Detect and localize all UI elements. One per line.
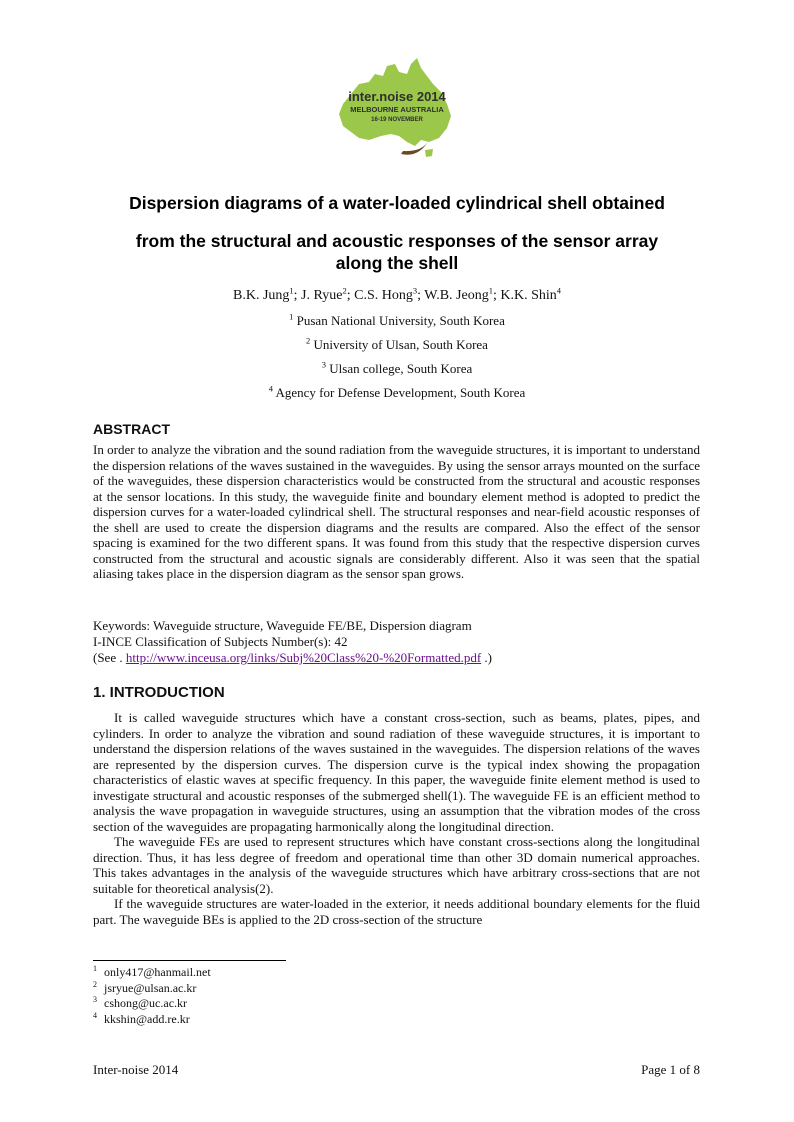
footnote-divider [93,960,286,961]
keywords-line: Keywords: Waveguide structure, Waveguide FE/BE, Dispersion diagram [93,618,472,633]
author-name: ; W.B. Jeong [417,288,489,303]
paper-title-line-2: from the structural and acoustic responses of the sensor array [135,231,659,251]
affiliation-text: Pusan National University, South Korea [296,313,505,328]
classification-link-line [93,650,492,666]
affiliation-num: 4 [268,383,273,394]
see-suffix: .) [481,650,493,665]
affiliation-4 [90,385,704,401]
footer-page-number: Page 1 of 8 [641,1062,700,1077]
footnotes [93,965,211,1027]
introduction-heading: 1. INTRODUCTION [93,684,225,701]
author-list [90,285,704,304]
classification-line: I-INCE Classification of Subjects Number(s): 42 [93,634,348,649]
author-affil-sup: 4 [556,285,561,296]
intro-paragraph-1: It is called waveguide structures which have a constant cross-section, such as beams, plates, pipes, and cylinders. In order to analyze the vibration and sound radiation of these waveguide structures, it is important to understand the dispersion relations of the waves sustained in the waveguides. The dispersion relations of the waves are represented by the dispersion curves. The dispersion curve is the typical index showing the propagation characteristics of elastic waves at specific frequency. In this paper, the waveguide finite element method is used to investigate structural and acoustic responses of the submerged shell(1). The waveguide FE is an efficient method to analysis the wave propagation in waveguide structures, using an assumption that the vibration modes of the cross section of the waveguides are propagating harmonically along the longitudinal direction. [93,710,700,834]
author-affil-sup: 1 [488,285,493,296]
classification-link[interactable]: http://www.inceusa.org/links/Subj%20Class%20-%20Formatted.pdf [125,650,482,665]
author-affil-sup: 2 [342,285,347,296]
footnote-num: 4 [93,1010,97,1020]
logo-line-2: MELBOURNE AUSTRALIA [350,105,444,114]
affiliation-text: Ulsan college, South Korea [329,361,473,376]
paper-title-line-1: Dispersion diagrams of a water-loaded cylindrical shell obtained [129,193,665,213]
author-name: ; J. Ryue [293,288,343,303]
paper-title-lines-2-3 [90,230,704,274]
footnote-email: jsryue@ulsan.ac.kr [104,980,197,995]
intro-paragraph-3: If the waveguide structures are water-loaded in the exterior, it needs additional boundary elements for the fluid part. The waveguide BEs is applied to the 2D cross-section of the structure [93,896,700,927]
affiliation-text: University of Ulsan, South Korea [313,337,488,352]
author-affil-sup: 3 [412,285,418,296]
footnote-num: 1 [93,964,97,973]
footnote-email: kkshin@add.re.kr [104,1011,190,1026]
footnote-email: only417@hanmail.net [104,965,211,979]
affiliation-3 [90,361,704,377]
footnote-2 [93,981,211,997]
footnote-email: cshong@uc.ac.kr [104,996,188,1010]
affiliation-num: 3 [321,359,327,370]
author-name: B.K. Jung [233,288,290,303]
footnote-1 [93,965,211,981]
footnote-num: 2 [93,979,97,989]
affiliation-text: Agency for Defense Development, South Korea [275,385,526,400]
abstract-text: In order to analyze the vibration and the sound radiation from the waveguide structures, it is important to understand the dispersion relations of the waves sustained in the waveguides. By using the sensor arrays mounted on the surface of the waveguides, these dispersion characteristics would be constructed from the structural and acoustic responses at the sensor locations. In this study, the waveguide finite and boundary element method is adopted to predict the dispersion curves for a water-loaded cylindrical shell. The structural responses and near-field acoustic responses of the shell are used to create the dispersion diagrams and the results are compared. Also the effect of the sensor spacing is examined for the two different spans. It was found from this study that the respective dispersion curves constructed from the structural and acoustic signals are considerably different. Also it was seen that the spatial aliasing takes place in the dispersion diagram as the sensor span grows. [93,442,700,581]
logo-line-3: 16-19 NOVEMBER [371,117,423,123]
affiliation-2 [90,337,704,353]
affiliation-1 [90,313,704,329]
conference-logo [329,54,465,164]
logo-line-1: inter.noise 2014 [348,89,446,104]
abstract-heading: ABSTRACT [93,421,170,437]
author-name: ; C.S. Hong [346,288,413,303]
affiliation-num: 1 [289,311,294,322]
author-name: ; K.K. Shin [492,288,557,303]
introduction-body [93,710,700,927]
affiliation-num: 2 [306,335,311,346]
tasmania-shape [425,149,433,157]
see-prefix: (See . [93,650,126,665]
intro-paragraph-2: The waveguide FEs are used to represent structures which have constant cross-sections along the longitudinal direction. Thus, it has less degree of freedom and operational time than other 3D domain numerical approaches. This takes advantages in the analysis of the waveguide structures which have arbitrary cross-sections that are not suitable for theoretical analysis(2). [93,834,700,896]
author-affil-sup: 1 [289,285,294,296]
footnote-3 [93,996,211,1012]
footer-conference: Inter-noise 2014 [93,1062,179,1077]
footnote-num: 3 [93,995,97,1004]
paper-title-line-3: along the shell [335,253,459,273]
footnote-4 [93,1012,211,1028]
